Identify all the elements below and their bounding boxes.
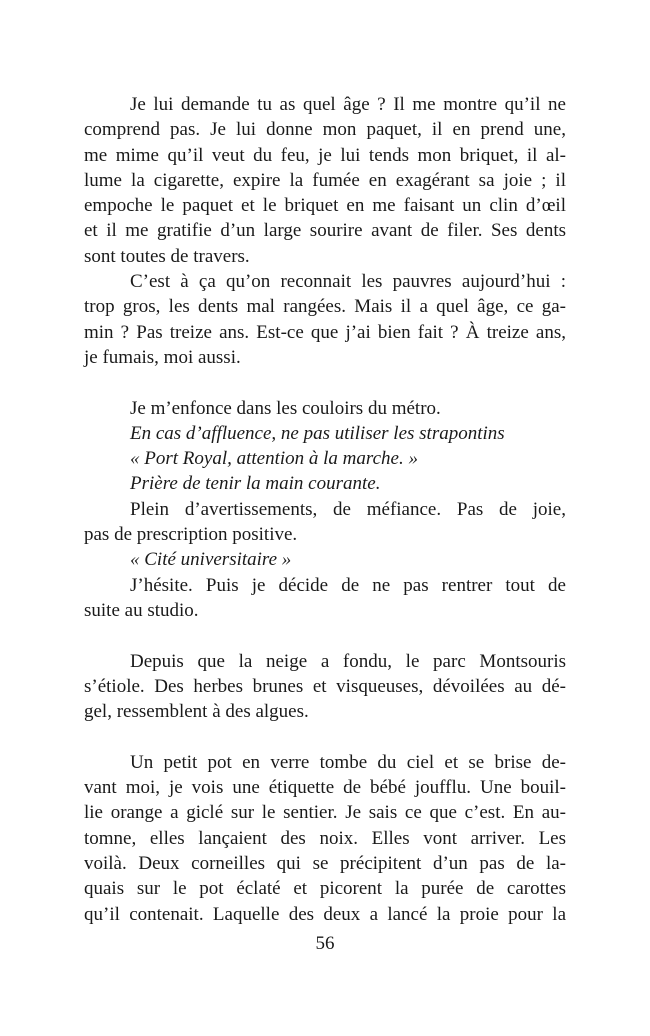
text-line: En cas d’affluence, ne pas utiliser les strapontins xyxy=(130,422,505,444)
section-break xyxy=(84,623,566,648)
text-line: J’hésite. Puis je décide de ne pas rentrer tout de xyxy=(130,574,566,596)
quoted-announcement xyxy=(84,547,566,572)
text-line: lie orange a giclé sur le sentier. Je sais ce que c’est. En au- xyxy=(84,802,566,824)
text-line: me mime qu’il veut du feu, je lui tends mon briquet, il al- xyxy=(84,144,566,166)
text-line: C’est à ça qu’on reconnait les pauvres aujourd’hui : xyxy=(130,271,566,293)
text-line: je fumais, moi aussi. xyxy=(84,346,241,368)
text-line: et il me gratifie d’un large sourire avant de filer. Ses dents xyxy=(84,220,566,242)
text-line: empoche le paquet et le briquet en me faisant un clin d’œil xyxy=(84,195,566,217)
paragraph xyxy=(84,573,566,624)
text-line: « Port Royal, attention à la marche. » xyxy=(130,448,418,470)
section-break xyxy=(84,370,566,395)
page-body xyxy=(84,92,566,927)
quoted-announcement xyxy=(84,446,566,471)
paragraph xyxy=(84,92,566,269)
text-line: vant moi, je vois une étiquette de bébé joufflu. Une bouil- xyxy=(84,777,566,799)
text-line: Plein d’avertissements, de méfiance. Pas de joie, xyxy=(130,498,566,520)
text-line: Depuis que la neige a fondu, le parc Montsouris xyxy=(130,650,566,672)
page-number: 56 xyxy=(315,933,335,954)
text-line: « Cité universitaire » xyxy=(130,549,292,571)
text-line: lume la cigarette, expire la fumée en exagérant sa joie ; il xyxy=(84,169,566,191)
quoted-sign xyxy=(84,421,566,446)
text-line: suite au studio. xyxy=(84,599,199,621)
text-line: s’étiole. Des herbes brunes et visqueuses, dévoilées au dé- xyxy=(84,675,566,697)
paragraph xyxy=(84,750,566,927)
text-line: gel, ressemblent à des algues. xyxy=(84,701,309,723)
text-line: trop gros, les dents mal rangées. Mais il a quel âge, ce ga- xyxy=(84,296,566,318)
paragraph xyxy=(84,497,566,548)
quoted-sign xyxy=(84,471,566,496)
paragraph xyxy=(84,649,566,725)
text-line: pas de prescription positive. xyxy=(84,524,298,546)
text-line: Prière de tenir la main courante. xyxy=(130,473,381,495)
text-line: Je m’enfonce dans les couloirs du métro. xyxy=(130,397,441,419)
text-line: Je lui demande tu as quel âge ? Il me montre qu’il ne xyxy=(130,94,566,115)
text-line: Un petit pot en verre tombe du ciel et se brise de- xyxy=(130,751,566,773)
text-line: min ? Pas treize ans. Est-ce que j’ai bien fait ? À treize ans, xyxy=(84,321,566,343)
text-line: tomne, elles lançaient des noix. Elles vont arriver. Les xyxy=(84,827,566,849)
text-line: sont toutes de travers. xyxy=(84,245,250,267)
paragraph xyxy=(84,396,566,421)
text-line: quais sur le pot éclaté et picorent la purée de carottes xyxy=(84,878,566,900)
text-line: voilà. Deux corneilles qui se précipitent d’un pas de la- xyxy=(84,852,566,874)
text-line: comprend pas. Je lui donne mon paquet, il en prend une, xyxy=(84,119,566,141)
paragraph xyxy=(84,269,566,370)
text-line: qu’il contenait. Laquelle des deux a lancé la proie pour la xyxy=(84,903,566,925)
section-break xyxy=(84,724,566,749)
